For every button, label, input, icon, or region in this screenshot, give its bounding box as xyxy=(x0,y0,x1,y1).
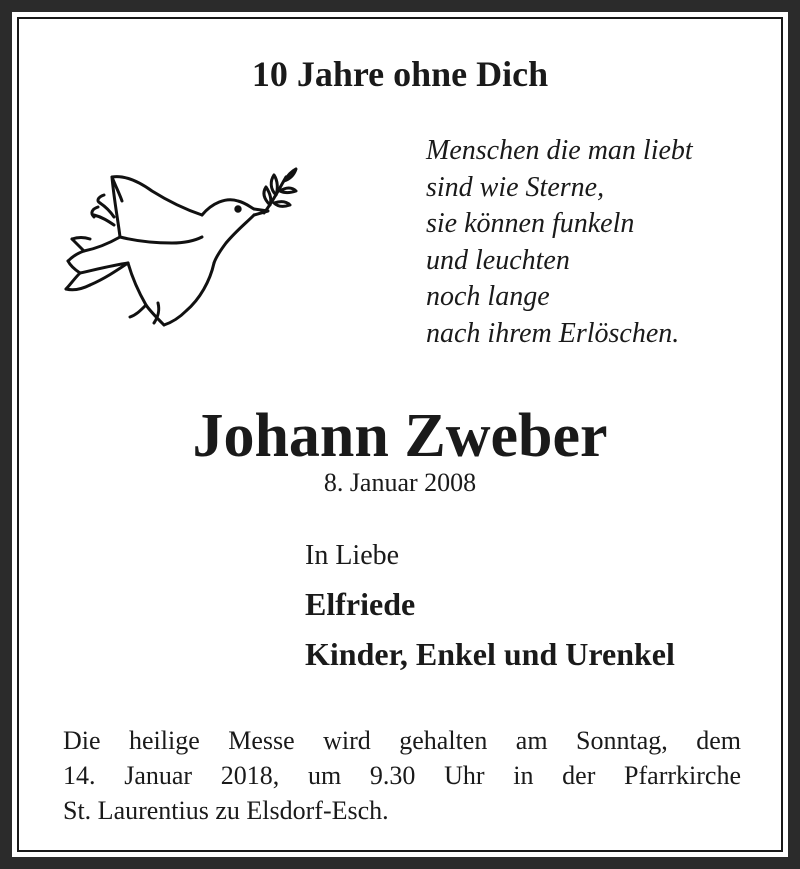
memorial-poem xyxy=(426,133,693,352)
dove-with-olive-branch-icon xyxy=(60,165,300,335)
death-date: 8. Januar 2008 xyxy=(323,468,477,497)
mourner-name: Elfriede xyxy=(305,586,416,622)
poem-line: noch lange xyxy=(426,281,550,312)
mass-notice xyxy=(63,723,741,828)
headline: 10 Jahre ohne Dich xyxy=(251,54,549,94)
notice-line: St. Laurentius zu Elsdorf-Esch. xyxy=(63,796,389,825)
poem-line: sind wie Sterne, xyxy=(426,171,605,203)
deceased-name: Johann Zweber xyxy=(192,402,608,470)
mourners-intro: In Liebe xyxy=(305,540,400,571)
poem-line: nach ihrem Erlöschen. xyxy=(426,317,680,349)
poem-line: sie können funkeln xyxy=(426,208,635,239)
poem-line: und leuchten xyxy=(426,244,570,276)
mourner-name: Kinder, Enkel und Urenkel xyxy=(305,636,675,672)
notice-line: Die heilige Messe wird gehalten am Sonntag, dem xyxy=(63,726,741,755)
poem-line: Menschen die man liebt xyxy=(426,135,693,166)
notice-line: 14. Januar 2018, um 9.30 Uhr in der Pfarrkirche xyxy=(63,761,741,790)
